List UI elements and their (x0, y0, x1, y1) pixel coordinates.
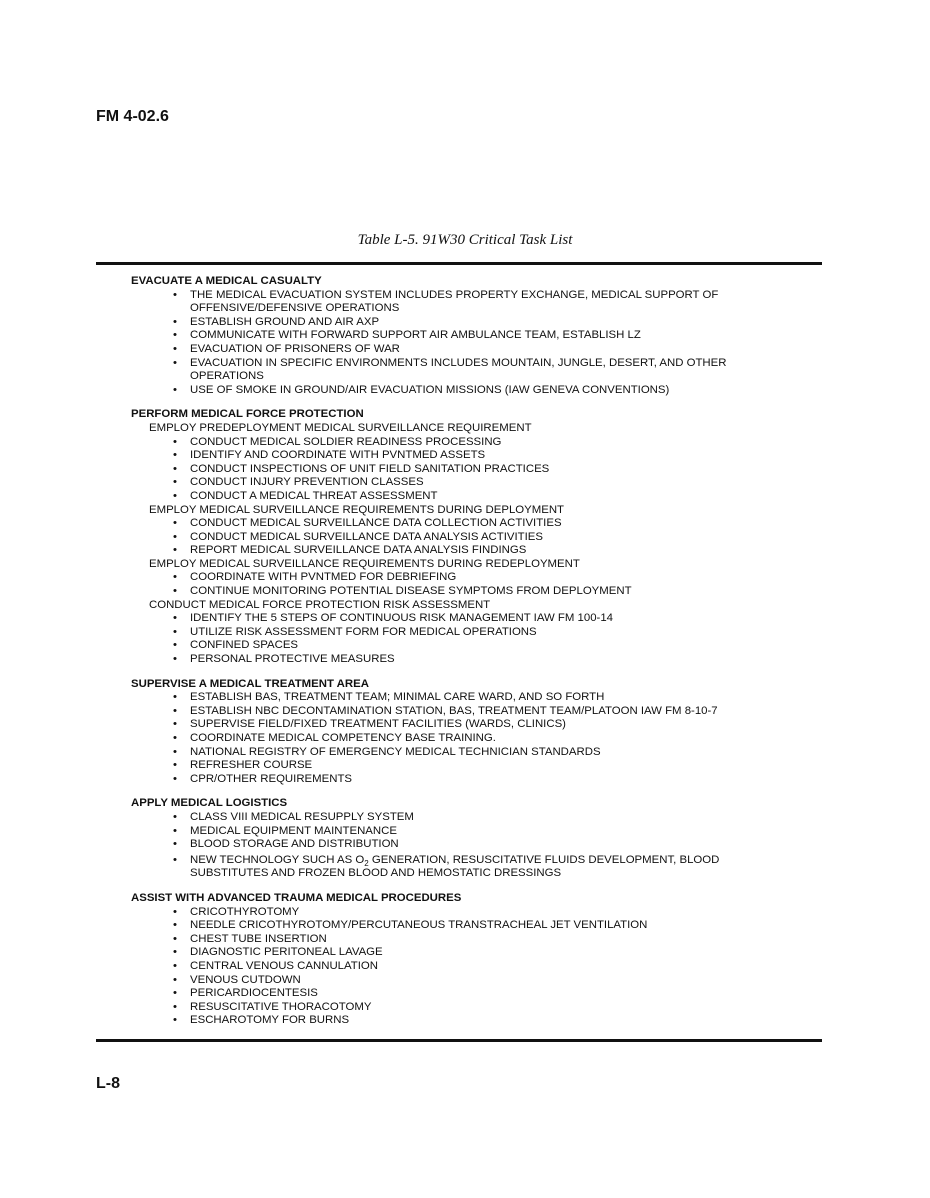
task-item: • CHEST TUBE INSERTION (131, 933, 791, 947)
section-trauma-procedures (131, 892, 791, 1028)
task-item: • IDENTIFY AND COORDINATE WITH PVNTMED ASSETS (131, 449, 791, 463)
task-list (131, 275, 791, 1039)
task-item: • SUPERVISE FIELD/FIXED TREATMENT FACILITIES (WARDS, CLINICS) (131, 718, 791, 732)
task-item: • NATIONAL REGISTRY OF EMERGENCY MEDICAL TECHNICIAN STANDARDS (131, 746, 791, 760)
table-bottom-rule (96, 1039, 822, 1042)
task-item: • CONDUCT MEDICAL SOLDIER READINESS PROCESSING (131, 436, 791, 450)
task-item: • ESTABLISH GROUND AND AIR AXP (131, 316, 791, 330)
subscript: 2 (364, 858, 369, 868)
section-logistics (131, 797, 791, 881)
task-item: • THE MEDICAL EVACUATION SYSTEM INCLUDES PROPERTY EXCHANGE, MEDICAL SUPPORT OF OFFENSIVE/DEFENSIVE OPERATIONS (131, 289, 791, 316)
table-top-rule (96, 262, 822, 265)
section-title: APPLY MEDICAL LOGISTICS (131, 797, 288, 810)
task-item: • EVACUATION OF PRISONERS OF WAR (131, 343, 791, 357)
task-item: • CONDUCT MEDICAL SURVEILLANCE DATA COLLECTION ACTIVITIES (131, 517, 791, 531)
task-item: • CPR/OTHER REQUIREMENTS (131, 773, 791, 787)
section-title: EVACUATE A MEDICAL CASUALTY (131, 275, 322, 287)
section-title: SUPERVISE A MEDICAL TREATMENT AREA (131, 677, 369, 690)
subsection-title: EMPLOY MEDICAL SURVEILLANCE REQUIREMENTS DURING REDEPLOYMENT (149, 557, 580, 570)
task-item: • CONDUCT A MEDICAL THREAT ASSESSMENT (131, 490, 791, 504)
section-force-protection (131, 408, 791, 666)
task-item: • CONFINED SPACES (131, 639, 791, 653)
subsection-title: CONDUCT MEDICAL FORCE PROTECTION RISK ASSESSMENT (149, 598, 491, 611)
task-item: • COORDINATE MEDICAL COMPETENCY BASE TRAINING. (131, 732, 791, 746)
task-item: • MEDICAL EQUIPMENT MAINTENANCE (131, 825, 791, 839)
task-item: • IDENTIFY THE 5 STEPS OF CONTINUOUS RISK MANAGEMENT IAW FM 100-14 (131, 612, 791, 626)
subsection-title: EMPLOY PREDEPLOYMENT MEDICAL SURVEILLANCE REQUIREMENT (149, 421, 532, 434)
task-item: • PERSONAL PROTECTIVE MEASURES (131, 653, 791, 667)
task-item: • CRICOTHYROTOMY (131, 906, 791, 920)
task-text: GENERATION, RESUSCITATIVE FLUIDS DEVELOPMENT, BLOOD SUBSTITUTES AND FROZEN BLOOD AND HEMOSTATIC DRESSINGS (190, 853, 720, 880)
task-item: • ESTABLISH BAS, TREATMENT TEAM; MINIMAL CARE WARD, AND SO FORTH (131, 691, 791, 705)
task-item: • CLASS VIII MEDICAL RESUPPLY SYSTEM (131, 811, 791, 825)
task-item: • VENOUS CUTDOWN (131, 974, 791, 988)
subsection-title: EMPLOY MEDICAL SURVEILLANCE REQUIREMENTS DURING DEPLOYMENT (149, 503, 565, 516)
section-title: PERFORM MEDICAL FORCE PROTECTION (131, 408, 364, 421)
task-item: • CONDUCT INJURY PREVENTION CLASSES (131, 476, 791, 490)
task-item: • BLOOD STORAGE AND DISTRIBUTION (131, 838, 791, 852)
table-caption: Table L-5. 91W30 Critical Task List (357, 232, 573, 248)
task-item: • UTILIZE RISK ASSESSMENT FORM FOR MEDICAL OPERATIONS (131, 626, 791, 640)
task-item: • REFRESHER COURSE (131, 759, 791, 773)
task-item: • NEEDLE CRICOTHYROTOMY/PERCUTANEOUS TRANSTRACHEAL JET VENTILATION (131, 919, 791, 933)
task-item: • COMMUNICATE WITH FORWARD SUPPORT AIR AMBULANCE TEAM, ESTABLISH LZ (131, 329, 791, 343)
task-text: NEW TECHNOLOGY SUCH AS O (190, 853, 365, 866)
task-item: • USE OF SMOKE IN GROUND/AIR EVACUATION MISSIONS (IAW GENEVA CONVENTIONS) (131, 384, 791, 398)
section-evacuate (131, 275, 791, 397)
task-item: • COORDINATE WITH PVNTMED FOR DEBRIEFING (131, 571, 791, 585)
task-item: • PERICARDIOCENTESIS (131, 987, 791, 1001)
task-item: • CONDUCT MEDICAL SURVEILLANCE DATA ANALYSIS ACTIVITIES (131, 531, 791, 545)
task-item: • REPORT MEDICAL SURVEILLANCE DATA ANALYSIS FINDINGS (131, 544, 791, 558)
task-item: • CONDUCT INSPECTIONS OF UNIT FIELD SANITATION PRACTICES (131, 463, 791, 477)
task-item: • DIAGNOSTIC PERITONEAL LAVAGE (131, 946, 791, 960)
task-item: • RESUSCITATIVE THORACOTOMY (131, 1001, 791, 1015)
section-treatment-area (131, 678, 791, 787)
task-item: • ESCHAROTOMY FOR BURNS (131, 1014, 791, 1028)
task-item: • ESTABLISH NBC DECONTAMINATION STATION, BAS, TREATMENT TEAM/PLATOON IAW FM 8-10-7 (131, 705, 791, 719)
section-title: ASSIST WITH ADVANCED TRAUMA MEDICAL PROCEDURES (131, 891, 462, 904)
page-number: L-8 (96, 1075, 120, 1092)
task-item: • CONTINUE MONITORING POTENTIAL DISEASE SYMPTOMS FROM DEPLOYMENT (131, 585, 791, 599)
task-item (131, 854, 791, 881)
task-item: • CENTRAL VENOUS CANNULATION (131, 960, 791, 974)
task-item: • EVACUATION IN SPECIFIC ENVIRONMENTS INCLUDES MOUNTAIN, JUNGLE, DESERT, AND OTHER OPERATIONS (131, 357, 791, 384)
page-header-id: FM 4-02.6 (96, 108, 169, 125)
